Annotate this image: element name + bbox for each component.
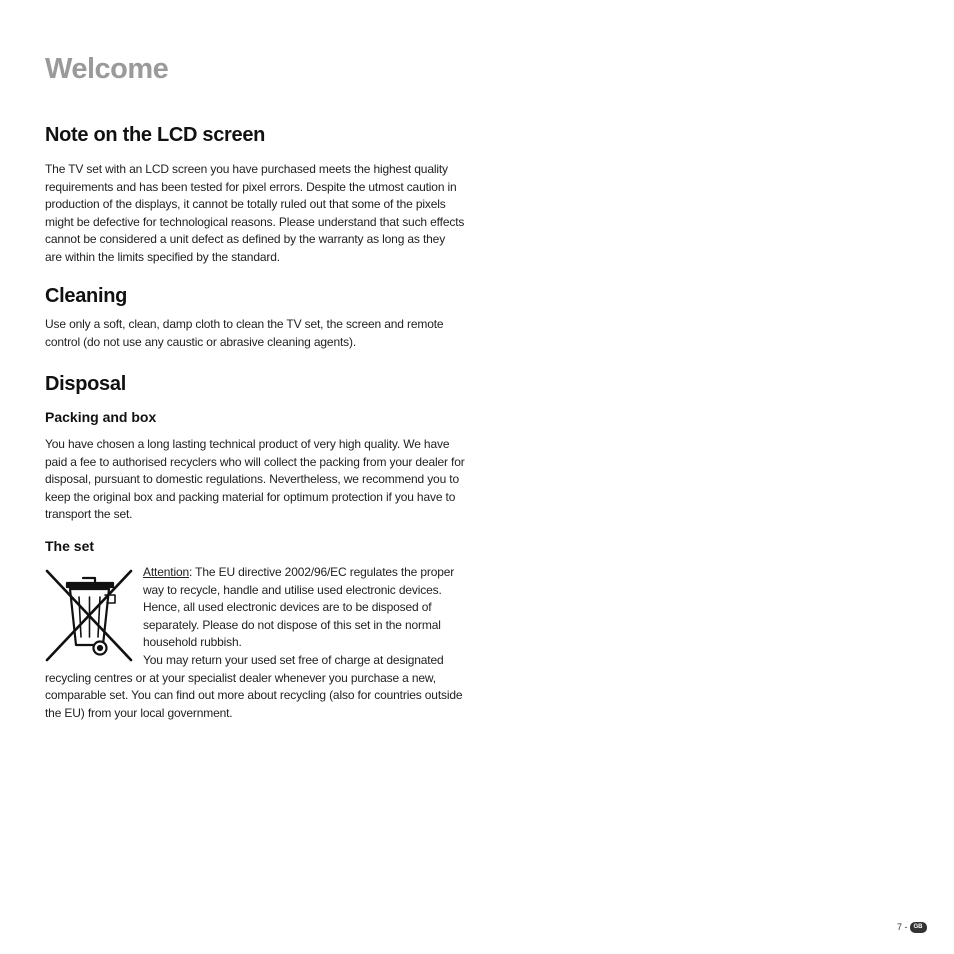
set-text-part-2: You may return your used set free of charge at designated recycling centres or at your specialist dealer whenever you purchase a new, comparable set. You can find out more about recycling (also for countries outside the EU) from your local government.	[45, 652, 463, 720]
disposal-heading: Disposal	[45, 373, 126, 395]
set-block	[45, 564, 465, 722]
page-number: 7 -	[897, 922, 908, 932]
lcd-heading: Note on the LCD screen	[45, 124, 266, 146]
language-badge: GB	[910, 922, 927, 933]
cleaning-heading: Cleaning	[45, 285, 128, 307]
crossed-out-wheelie-bin-icon	[43, 567, 135, 662]
packing-heading: Packing and box	[45, 409, 157, 425]
packing-text: You have chosen a long lasting technical product of very high quality. We have paid a fee to authorised recyclers who will collect the packing from your dealer for disposal, pursuant to domestic regulations. Nevertheless, we recommend you to keep the original box and packing material for optimum protection if you have to transport the set.	[45, 437, 465, 522]
cleaning-text: Use only a soft, clean, damp cloth to clean the TV set, the screen and remote control (do not use any caustic or abrasive cleaning agents).	[45, 317, 444, 349]
set-text-part-1: : The EU directive 2002/96/EC regulates the proper way to recycle, handle and utilise used electronic devices. Hence, all used electronic devices are to be disposed of separately. Please do not dispose of this set in the normal household rubbish.	[143, 565, 455, 650]
attention-label: Attention	[143, 565, 190, 579]
lcd-text: The TV set with an LCD screen you have purchased meets the highest quality requirements and has been tested for pixel errors. Despite the utmost caution in production of the displays, it cannot be totally ruled out that some of the pixels might be defective for technological reasons. Please understand that such effects cannot be considered a unit defect as defined by the warranty as long as they are within the limits specified by the standard.	[45, 162, 465, 264]
set-heading: The set	[45, 538, 95, 554]
page-footer	[897, 921, 927, 933]
page-title: Welcome	[45, 53, 169, 85]
